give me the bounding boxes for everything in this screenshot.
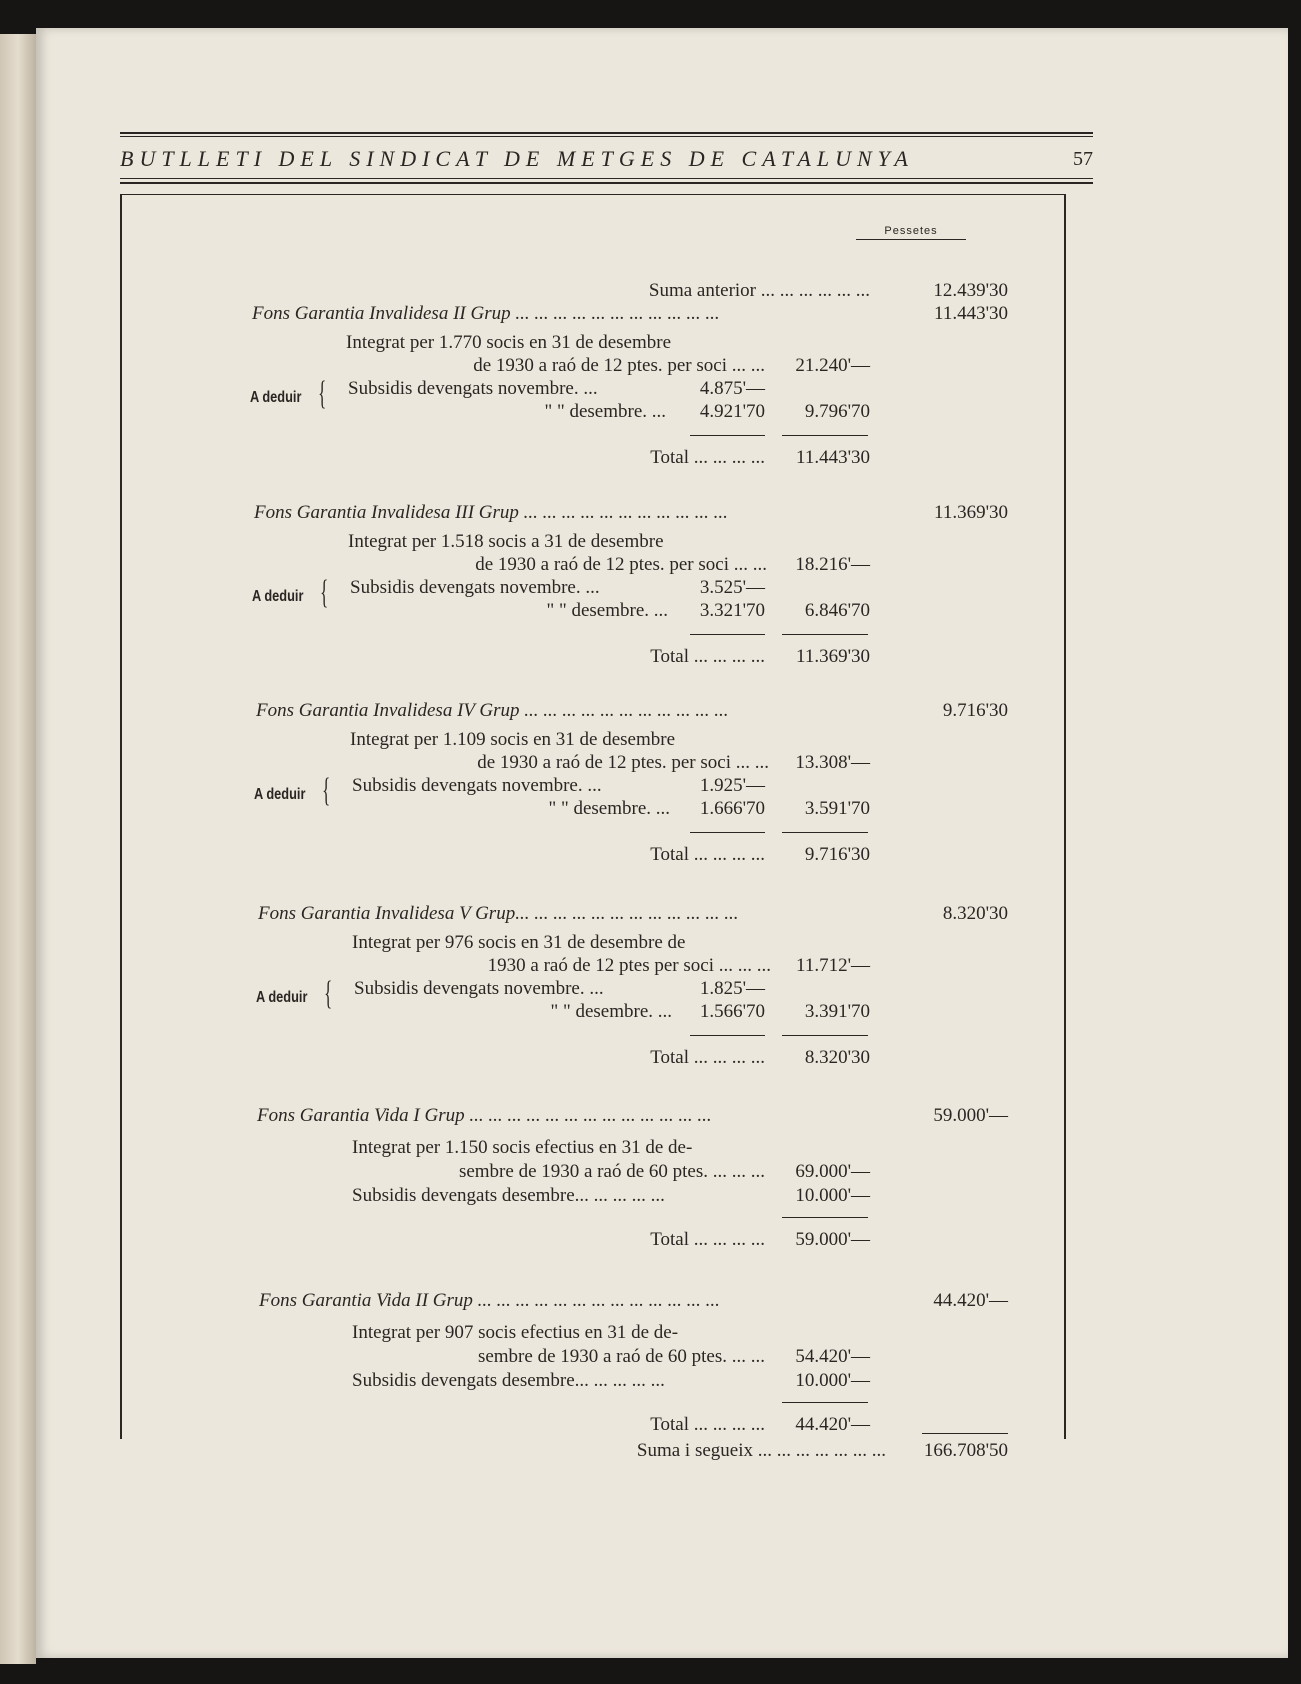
a-deduir-label: A deduir — [252, 588, 304, 605]
sub2-value: 1.666'70 — [699, 798, 765, 819]
sub1-label: Subsidis devengats novembre. ... — [348, 378, 598, 399]
total-label: Total ... ... ... ... — [650, 844, 765, 865]
total-label: Total ... ... ... ... — [650, 1047, 765, 1068]
sub2-value: 1.566'70 — [699, 1001, 765, 1022]
section-line2-value: 11.712'— — [796, 955, 870, 976]
brace-icon: { — [320, 574, 329, 611]
section-line1: Integrat per 1.150 socis efectius en 31 de de- — [352, 1137, 693, 1158]
sub2-label: " " desembre. ... — [544, 401, 666, 422]
rule-total — [782, 1402, 868, 1403]
suma-anterior-label: Suma anterior ... ... ... ... ... ... — [648, 280, 870, 301]
sub1-value: 4.875'— — [699, 378, 765, 399]
a-deduir-label: A deduir — [250, 389, 302, 406]
total-label: Total ... ... ... ... — [650, 1414, 765, 1435]
brace-icon: { — [318, 375, 327, 412]
rule-total — [782, 634, 868, 635]
sub2-label: " " desembre. ... — [548, 798, 670, 819]
header-rule-bottom-thin — [120, 178, 1093, 179]
final-rule — [922, 1433, 1008, 1434]
section-line1: Integrat per 1.518 socis a 31 de desembre — [348, 531, 664, 552]
section-line3-value: 10.000'— — [795, 1370, 870, 1391]
section-title: Fons Garantia Vida II Grup ... ... ... ... ... ... ... ... ... ... ... ... ... — [259, 1290, 720, 1311]
section-line2-value: 54.420'— — [795, 1346, 870, 1367]
section-line1: Integrat per 907 socis efectius en 31 de de- — [352, 1322, 679, 1343]
section-right-value: 44.420'— — [933, 1290, 1008, 1311]
section-line2: sembre de 1930 a raó de 60 ptes. ... ... — [477, 1346, 765, 1367]
section-line3-value: 10.000'— — [795, 1185, 870, 1206]
section-title: Fons Garantia Vida I Grup ... ... ... ... ... ... ... ... ... ... ... ... ... — [257, 1105, 712, 1126]
sub-total-value: 6.846'70 — [804, 600, 870, 621]
section-line3: Subsidis devengats desembre... ... ... ... ... — [352, 1185, 665, 1206]
sub-total-value: 3.591'70 — [804, 798, 870, 819]
total-label: Total ... ... ... ... — [650, 1229, 765, 1250]
total-value: 11.443'30 — [796, 447, 870, 468]
section-right-value: 9.716'30 — [942, 700, 1008, 721]
total-value: 8.320'30 — [804, 1047, 870, 1068]
book-spine-edge — [0, 34, 36, 1664]
a-deduir-label: A deduir — [254, 786, 306, 803]
section-line2: sembre de 1930 a raó de 60 ptes. ... ... ... — [458, 1161, 765, 1182]
section-right-value: 11.369'30 — [934, 502, 1008, 523]
total-value: 44.420'— — [795, 1414, 870, 1435]
section-line2: de 1930 a raó de 12 ptes. per soci ... ... — [477, 752, 769, 773]
section-line2-value: 13.308'— — [795, 752, 870, 773]
rule-sub — [690, 634, 765, 635]
section-line1: Integrat per 976 socis en 31 de desembre de — [352, 932, 686, 953]
total-value: 11.369'30 — [796, 646, 870, 667]
journal-title: BUTLLETI DEL SINDICAT DE METGES DE CATALUNYA — [120, 146, 914, 171]
a-deduir-label: A deduir — [256, 989, 308, 1006]
section-right-value: 59.000'— — [933, 1105, 1008, 1126]
sub1-value: 1.825'— — [699, 978, 765, 999]
section-line2-value: 21.240'— — [795, 355, 870, 376]
sub2-label: " " desembre. ... — [546, 600, 668, 621]
rule-total — [782, 1035, 868, 1036]
header-rule-top-thin — [120, 136, 1093, 137]
sub1-label: Subsidis devengats novembre. ... — [352, 775, 602, 796]
sub1-label: Subsidis devengats novembre. ... — [350, 577, 600, 598]
section-line2: de 1930 a raó de 12 ptes. per soci ... ... — [473, 355, 765, 376]
brace-icon: { — [324, 975, 333, 1012]
rule-total — [782, 435, 868, 436]
section-line2-value: 18.216'— — [795, 554, 870, 575]
column-header-pessetes: Pessetes — [856, 225, 966, 240]
rule-sub — [690, 832, 765, 833]
total-label: Total ... ... ... ... — [650, 447, 765, 468]
suma-segueix-label: Suma i segueix ... ... ... ... ... ... ... — [636, 1440, 886, 1461]
total-value: 59.000'— — [795, 1229, 870, 1250]
sub-total-value: 9.796'70 — [804, 401, 870, 422]
section-right-value: 8.320'30 — [942, 903, 1008, 924]
section-right-value: 11.443'30 — [934, 303, 1008, 324]
brace-icon: { — [322, 772, 331, 809]
section-title: Fons Garantia Invalidesa III Grup ... ... ... ... ... ... ... ... ... ... ... — [254, 502, 728, 523]
rule-sub — [690, 435, 765, 436]
sub2-label: " " desembre. ... — [550, 1001, 672, 1022]
section-line2-value: 69.000'— — [795, 1161, 870, 1182]
suma-segueix-value: 166.708'50 — [923, 1440, 1008, 1461]
sub1-label: Subsidis devengats novembre. ... — [354, 978, 604, 999]
total-value: 9.716'30 — [804, 844, 870, 865]
suma-anterior-value: 12.439'30 — [933, 280, 1008, 301]
section-title: Fons Garantia Invalidesa IV Grup ... ... ... ... ... ... ... ... ... ... ... — [256, 700, 729, 721]
sub2-value: 3.321'70 — [699, 600, 765, 621]
header-rule-bottom — [120, 182, 1093, 184]
section-line2: de 1930 a raó de 12 ptes. per soci ... ... — [475, 554, 767, 575]
rule-total — [782, 832, 868, 833]
section-title: Fons Garantia Invalidesa II Grup ... ... ... ... ... ... ... ... ... ... ... — [252, 303, 720, 324]
section-line3: Subsidis devengats desembre... ... ... ... ... — [352, 1370, 665, 1391]
sub1-value: 1.925'— — [699, 775, 765, 796]
sub2-value: 4.921'70 — [699, 401, 765, 422]
running-header — [120, 142, 1093, 176]
rule-total — [782, 1217, 868, 1218]
rule-sub — [690, 1035, 765, 1036]
section-line1: Integrat per 1.770 socis en 31 de desembre — [346, 332, 672, 353]
section-title: Fons Garantia Invalidesa V Grup... ... ... ... ... ... ... ... ... ... ... ... — [258, 903, 739, 924]
sub1-value: 3.525'— — [699, 577, 765, 598]
total-label: Total ... ... ... ... — [650, 646, 765, 667]
header-rule-top — [120, 132, 1093, 134]
page-number: 57 — [1073, 147, 1093, 170]
section-line1: Integrat per 1.109 socis en 31 de desembre — [350, 729, 676, 750]
section-line2: 1930 a raó de 12 ptes per soci ... ... ... — [487, 955, 771, 976]
sub-total-value: 3.391'70 — [804, 1001, 870, 1022]
